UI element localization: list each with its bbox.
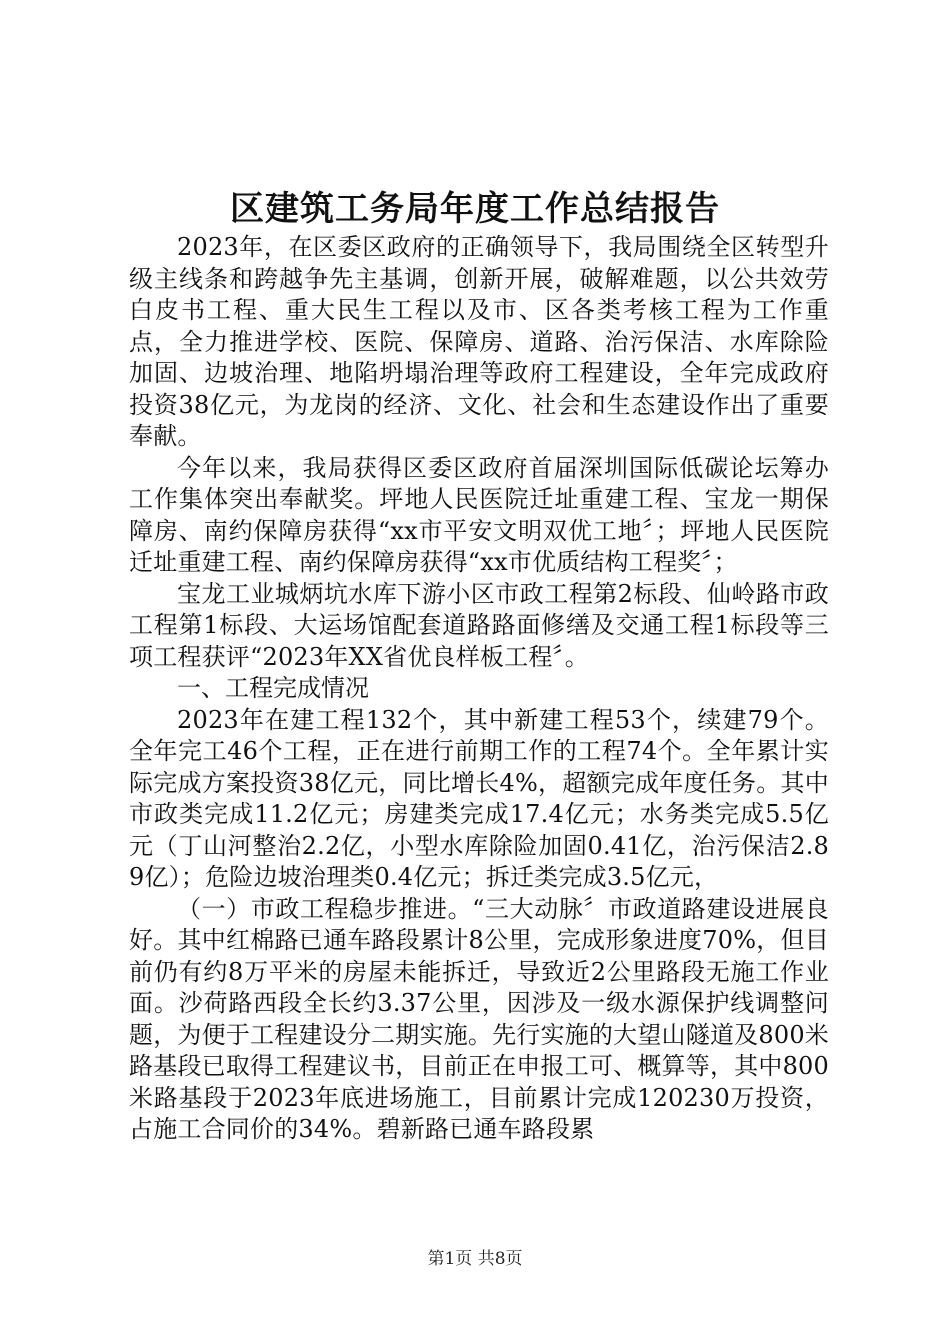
completion-paragraph: 2023年在建工程132个，其中新建工程53个，续建79个。全年完工46个工程，正在进行前期工作的工程74个。全年累计实际完成方案投资38亿元，同比增长4%，超额完成年度任务。其中市政类完成11.2亿元；房建类完成17.4亿元；水务类完成5.5亿元（丁山河整治2.2亿，小型水库除险加固0.41亿，治污保洁2.89亿）；危险边坡治理类0.4亿元；拆迁类完成3.5亿元，: [129, 705, 829, 891]
document-body: [129, 232, 829, 1146]
document-title: 区建筑工务局年度工作总结报告: [230, 189, 720, 229]
awards-paragraph: 今年以来，我局获得区委区政府首届深圳国际低碳论坛筹办工作集体突出奉献奖。坪地人民医院迁址重建工程、宝龙一期保障房、南约保障房获得“xx市平安文明双优工地〞；坪地人民医院迁址重建工程、南约保障房获得“xx市优质结构工程奖〞；: [129, 453, 829, 576]
projects-award-paragraph: 宝龙工业城炳坑水库下游小区市政工程第2标段、仙岭路市政工程第1标段、大运场馆配套道路路面修缮及交通工程1标段等三项工程获评“2023年XX省优良样板工程〞。: [129, 579, 829, 671]
page-number-footer: 第1页 共8页: [427, 1249, 523, 1269]
intro-paragraph: 2023年，在区委区政府的正确领导下，我局围绕全区转型升级主线条和跨越争先主基调，创新开展，破解难题，以公共效劳白皮书工程、重大民生工程以及市、区各类考核工程为工作重点，全力推进学校、医院、保障房、道路、治污保洁、水库除险加固、边坡治理、地陷坍塌治理等政府工程建设，全年完成政府投资38亿元，为龙岗的经济、文化、社会和生态建设作出了重要奉献。: [129, 233, 829, 450]
section-heading: 一、工程完成情况: [177, 674, 369, 702]
municipal-paragraph: （一）市政工程稳步推进。“三大动脉〞市政道路建设进展良好。其中红棉路已通车路段累计8公里，完成形象进度70%，但目前仍有约8万平米的房屋未能拆迁，导致近2公里路段无施工作业面。沙荷路西段全长约3.37公里，因涉及一级水源保护线调整问题，为便于工程建设分二期实施。先行实施的大望山隧道及800米路基段已取得工程建议书，目前正在申报工可、概算等，其中800米路基段于2023年底进场施工，目前累计完成120230万投资，占施工合同价的34%。碧新路已通车路段累: [129, 894, 829, 1143]
